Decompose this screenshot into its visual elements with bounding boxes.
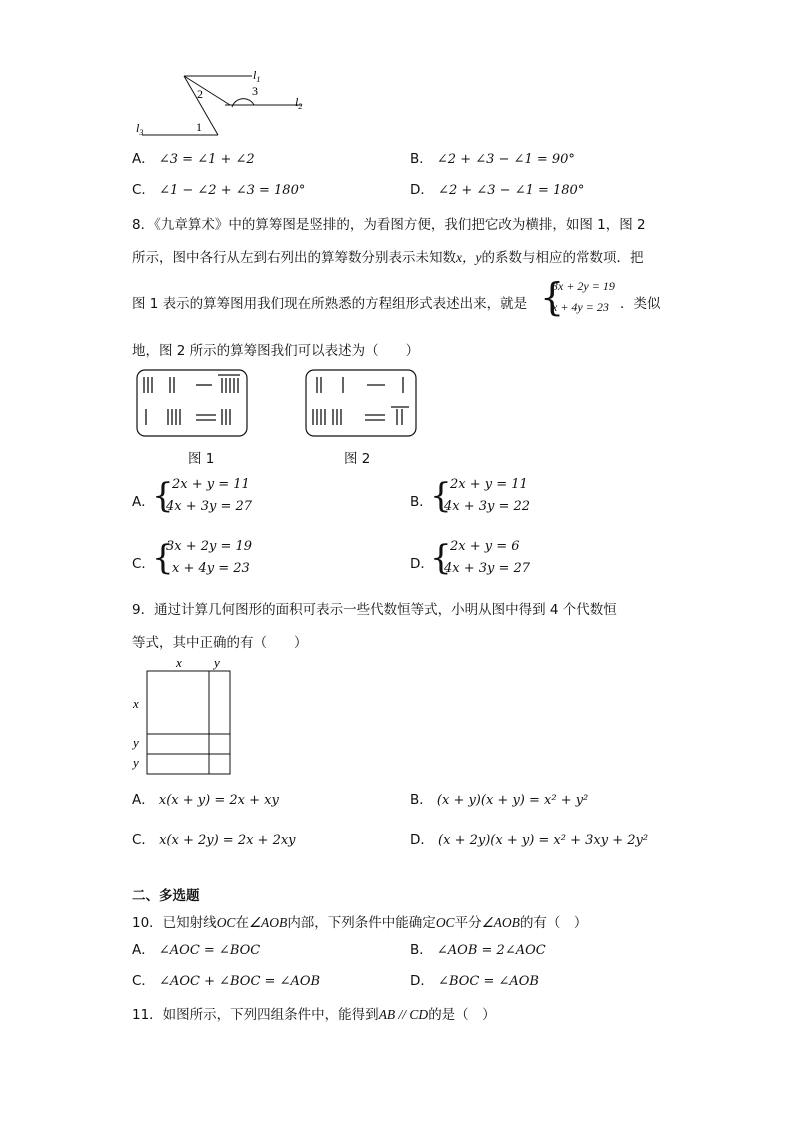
q8-stem-line4: 地，图 2 所示的算筹图我们可以表述为（ ） <box>132 343 420 359</box>
q11-stem: 11．如图所示，下列四组条件中，能得到AB // CD的是（ ） <box>132 1007 496 1023</box>
q10-stem: 10．已知射线OC在∠AOB内部，下列条件中能确定OC平分∠AOB的有（ ） <box>132 915 588 931</box>
q10-option-d[interactable]: D． ∠BOC = ∠AOB <box>410 973 539 989</box>
q9-stem-line2: 等式，其中正确的有（ ） <box>132 635 308 651</box>
label-l2: $l_2$ <box>295 95 303 111</box>
angle3-arc <box>232 99 254 107</box>
q7-option-a[interactable]: A． ∠3 = ∠1 + ∠2 <box>132 151 255 167</box>
q9-area-figure <box>128 654 238 778</box>
q9-option-d[interactable]: D． (x + 2y)(x + y) = x² + 3xy + 2y² <box>410 832 649 848</box>
label-l3: $l_3$ <box>136 121 144 137</box>
q7-lines-figure <box>130 62 315 142</box>
fig2-caption: 图 2 <box>344 451 371 467</box>
counting-rods-figure-1 <box>136 369 248 437</box>
label-angle3: 3 <box>252 84 258 98</box>
q9-option-b[interactable]: B． (x + y)(x + y) = x² + y² <box>410 792 589 808</box>
q8-stem-line3-end: ．类似 <box>620 296 661 312</box>
section-title-multi-choice: 二、多选题 <box>132 888 200 904</box>
counting-rods-figure-2 <box>305 369 417 437</box>
q10-option-a[interactable]: A． ∠AOC = ∠BOC <box>132 942 261 958</box>
svg-text:y: y <box>133 735 139 750</box>
q8-option-d[interactable]: D． { 2x + y = 6 4x + 3y = 27 <box>410 538 531 578</box>
q8-stem-system: { 3x + 2y = 19 x + 4y = 23 <box>540 275 615 319</box>
q10-option-b[interactable]: B． ∠AOB = 2∠AOC <box>410 942 546 958</box>
svg-text:x: x <box>176 655 182 670</box>
svg-text:x: x <box>133 696 139 711</box>
label-l1: $l_1$ <box>253 68 261 84</box>
q8-option-b[interactable]: B． { 2x + y = 11 4x + 3y = 22 <box>410 476 531 516</box>
transversal-2 <box>184 76 230 105</box>
q7-option-c[interactable]: C． ∠1 − ∠2 + ∠3 = 180° <box>132 182 306 198</box>
q9-option-a[interactable]: A． x(x + y) = 2x + xy <box>132 792 279 808</box>
svg-text:y: y <box>133 755 139 770</box>
q10-option-c[interactable]: C． ∠AOC + ∠BOC = ∠AOB <box>132 973 321 989</box>
label-angle2: 2 <box>197 87 203 101</box>
q8-stem-line1: 8．《九章算术》中的算筹图是竖排的，为看图方便，我们把它改为横排，如图 1，图 2 <box>132 217 646 233</box>
svg-text:y: y <box>214 655 220 670</box>
q7-option-b[interactable]: B． ∠2 + ∠3 − ∠1 = 90° <box>410 151 575 167</box>
q8-stem-line3: 图 1 表示的算筹图用我们现在所熟悉的方程组形式表述出来，就是 <box>132 296 528 312</box>
q7-option-d[interactable]: D． ∠2 + ∠3 − ∠1 = 180° <box>410 182 585 198</box>
q9-stem-line1: 9．通过计算几何图形的面积可表示一些代数恒等式，小明从图中得到 4 个代数恒 <box>132 602 617 618</box>
q8-option-c[interactable]: C． { 3x + 2y = 19 x + 4y = 23 <box>132 538 253 578</box>
q8-option-a[interactable]: A． { 2x + y = 11 4x + 3y = 27 <box>132 476 253 516</box>
q9-option-c[interactable]: C． x(x + 2y) = 2x + 2xy <box>132 832 296 848</box>
label-angle1: 1 <box>196 120 202 134</box>
q8-stem-line2: 所示，图中各行从左到右列出的算筹数分别表示未知数x，y的系数与相应的常数项．把 <box>132 250 644 266</box>
fig1-caption: 图 1 <box>188 451 215 467</box>
